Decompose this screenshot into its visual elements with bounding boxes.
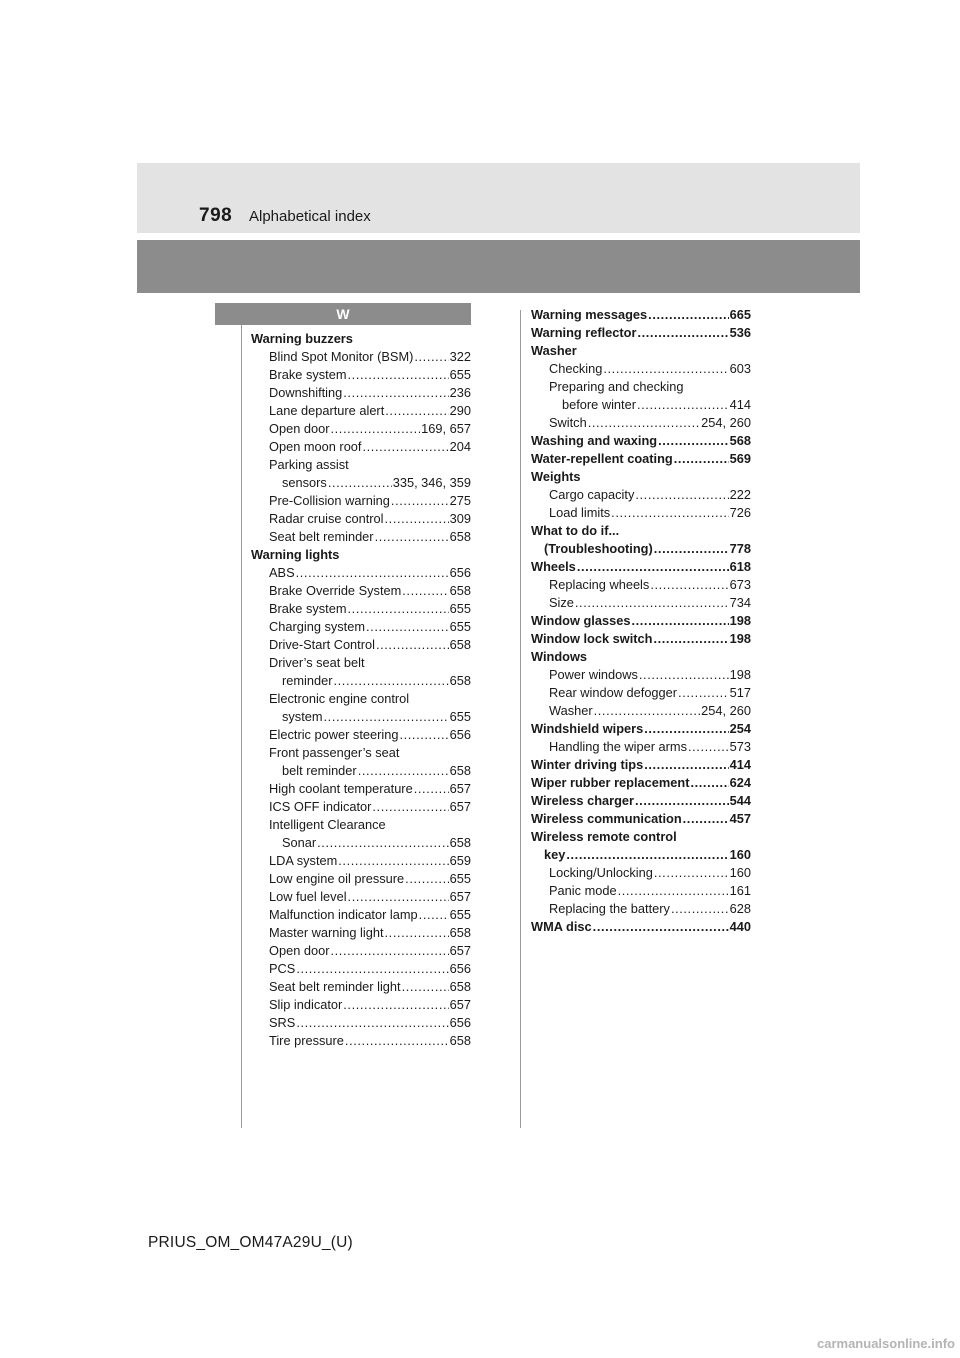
dot-leader <box>688 738 729 756</box>
index-entry <box>531 378 751 396</box>
page-reference: 254 <box>729 721 751 736</box>
page-reference: 659 <box>449 853 471 868</box>
index-entry <box>251 672 471 690</box>
dot-leader <box>385 924 449 942</box>
index-entry <box>251 942 471 960</box>
entry-term: Brake Override System <box>269 583 402 598</box>
dot-leader <box>654 540 729 558</box>
page-reference: 655 <box>449 907 471 922</box>
entry-term: Parking assist <box>269 457 349 472</box>
entry-term: sensors <box>282 475 327 490</box>
index-entry <box>531 360 751 378</box>
entry-term: Blind Spot Monitor (BSM) <box>269 349 414 364</box>
page-reference: 658 <box>449 637 471 652</box>
page-reference: 658 <box>449 835 471 850</box>
page-reference: 658 <box>449 763 471 778</box>
index-entry-heading <box>531 792 751 810</box>
dot-leader <box>639 666 729 684</box>
index-entry <box>251 690 471 708</box>
entry-term: Locking/Unlocking <box>549 865 653 880</box>
index-entry <box>251 978 471 996</box>
page-reference: 658 <box>449 979 471 994</box>
page-reference: 655 <box>449 871 471 886</box>
dot-leader <box>296 960 448 978</box>
entry-term: Brake system <box>269 601 347 616</box>
dot-leader <box>402 582 448 600</box>
index-entry <box>531 882 751 900</box>
entry-term: Power windows <box>549 667 638 682</box>
index-entry <box>251 852 471 870</box>
column-divider-middle <box>520 310 521 1128</box>
page-reference: 778 <box>729 541 751 556</box>
entry-term: Master warning light <box>269 925 384 940</box>
entry-term: Front passenger’s seat <box>269 745 400 760</box>
page-reference: 568 <box>729 433 751 448</box>
page-reference: 618 <box>729 559 751 574</box>
dot-leader <box>603 360 728 378</box>
page-reference: 169, 657 <box>421 421 471 436</box>
entry-term: Wireless communication <box>531 811 682 826</box>
dot-leader <box>348 888 449 906</box>
index-entry <box>251 654 471 672</box>
index-entry <box>251 348 471 366</box>
letter-heading: W <box>215 303 471 325</box>
entry-term: Intelligent Clearance <box>269 817 386 832</box>
dot-leader <box>391 492 449 510</box>
dot-leader <box>690 774 728 792</box>
header-band <box>137 163 860 233</box>
page-reference: 573 <box>729 739 751 754</box>
entry-term: Switch <box>549 415 587 430</box>
entry-term: SRS <box>269 1015 296 1030</box>
entry-term: Low fuel level <box>269 889 347 904</box>
dot-leader <box>348 600 449 618</box>
entry-term: Tire pressure <box>269 1033 344 1048</box>
dot-leader <box>375 528 449 546</box>
dot-leader <box>631 612 728 630</box>
index-entry <box>251 492 471 510</box>
entry-term: Window glasses <box>531 613 631 628</box>
page-reference: 624 <box>729 775 751 790</box>
page-reference: 658 <box>449 529 471 544</box>
index-entry <box>251 510 471 528</box>
entry-term: Replacing wheels <box>549 577 650 592</box>
entry-term: Checking <box>549 361 603 376</box>
index-entry <box>531 702 751 720</box>
page-reference: 726 <box>729 505 751 520</box>
index-entry <box>251 420 471 438</box>
entry-term: ABS <box>269 565 295 580</box>
index-entry-heading <box>531 540 751 558</box>
entry-term: Panic mode <box>549 883 617 898</box>
index-entry-heading <box>531 342 751 360</box>
entry-term: Preparing and checking <box>549 379 684 394</box>
page-reference: 440 <box>729 919 751 934</box>
page-reference: 657 <box>449 799 471 814</box>
dot-leader <box>296 564 449 582</box>
page-reference: 656 <box>449 565 471 580</box>
index-entry-heading <box>531 720 751 738</box>
dot-leader <box>644 720 728 738</box>
index-entry-heading <box>531 774 751 792</box>
entry-term: Cargo capacity <box>549 487 635 502</box>
page-reference: 335, 346, 359 <box>392 475 471 490</box>
page-reference: 290 <box>449 403 471 418</box>
dot-leader <box>330 420 420 438</box>
dot-leader <box>328 474 392 492</box>
page-reference: 254, 260 <box>701 415 751 430</box>
dot-leader <box>419 906 449 924</box>
index-entry <box>251 564 471 582</box>
page-reference: 414 <box>729 757 751 772</box>
dot-leader <box>348 366 449 384</box>
entry-term: Open door <box>269 421 330 436</box>
index-entry <box>531 414 751 432</box>
index-entry <box>251 996 471 1014</box>
index-entry <box>251 618 471 636</box>
entry-term: Weights <box>531 469 581 484</box>
entry-term: Sonar <box>282 835 317 850</box>
page-reference: 655 <box>449 619 471 634</box>
index-entry <box>251 1032 471 1050</box>
page-reference: 734 <box>729 595 751 610</box>
dot-leader <box>611 504 728 522</box>
dot-leader <box>650 576 728 594</box>
page-reference: 658 <box>449 925 471 940</box>
dot-leader <box>376 636 449 654</box>
index-entry <box>531 486 751 504</box>
index-entry-heading <box>531 756 751 774</box>
index-entry-heading <box>531 828 751 846</box>
entry-term: (Troubleshooting) <box>544 541 653 556</box>
dot-leader <box>399 726 448 744</box>
entry-term: reminder <box>282 673 333 688</box>
page-reference: 657 <box>449 889 471 904</box>
page-reference: 204 <box>449 439 471 454</box>
index-entry-heading <box>531 558 751 576</box>
dot-leader <box>658 432 729 450</box>
page-reference: 569 <box>729 451 751 466</box>
dot-leader <box>648 306 728 324</box>
index-entry <box>531 576 751 594</box>
page-reference: 160 <box>729 865 751 880</box>
page-reference: 198 <box>729 631 751 646</box>
entry-term: Seat belt reminder <box>269 529 374 544</box>
page-reference: 161 <box>729 883 751 898</box>
dot-leader <box>362 438 448 456</box>
dot-leader <box>358 762 449 780</box>
index-entry-heading <box>531 648 751 666</box>
dot-leader <box>317 834 448 852</box>
index-entry <box>251 726 471 744</box>
page-reference: 322 <box>449 349 471 364</box>
dot-leader <box>372 798 448 816</box>
entry-term: key <box>544 847 566 862</box>
entry-term: Electronic engine control <box>269 691 410 706</box>
index-entry <box>251 474 471 492</box>
entry-term: Malfunction indicator lamp <box>269 907 418 922</box>
dot-leader <box>414 348 448 366</box>
index-entry <box>531 684 751 702</box>
dot-leader <box>577 558 729 576</box>
dot-leader <box>575 594 729 612</box>
index-entry <box>531 666 751 684</box>
dot-leader <box>385 402 448 420</box>
dot-leader <box>678 684 729 702</box>
page-reference: 673 <box>729 577 751 592</box>
dot-leader <box>674 450 729 468</box>
dot-leader <box>343 384 448 402</box>
entry-term: Open moon roof <box>269 439 362 454</box>
dot-leader <box>594 702 701 720</box>
entry-term: Wiper rubber replacement <box>531 775 690 790</box>
index-entry <box>251 762 471 780</box>
index-entry-heading <box>531 522 751 540</box>
dot-leader <box>366 618 449 636</box>
index-entry <box>251 960 471 978</box>
entry-term: What to do if... <box>531 523 620 538</box>
entry-term: Wireless remote control <box>531 829 677 844</box>
page-reference: 414 <box>729 397 751 412</box>
page-reference: 655 <box>449 367 471 382</box>
index-entry <box>251 870 471 888</box>
dot-leader <box>402 978 449 996</box>
page-reference: 536 <box>729 325 751 340</box>
index-entry <box>251 924 471 942</box>
header-dark-band <box>137 240 860 293</box>
entry-term: Warning lights <box>251 547 340 562</box>
page-reference: 658 <box>449 673 471 688</box>
index-entry-heading <box>251 330 471 348</box>
page-reference: 656 <box>449 961 471 976</box>
page-reference: 656 <box>449 727 471 742</box>
page-reference: 655 <box>449 709 471 724</box>
index-entry-heading <box>531 306 751 324</box>
page-reference: 309 <box>449 511 471 526</box>
index-entry <box>251 402 471 420</box>
index-entry-heading <box>531 612 751 630</box>
index-entry <box>251 384 471 402</box>
index-entry <box>531 900 751 918</box>
page-reference: 236 <box>449 385 471 400</box>
index-entry <box>251 438 471 456</box>
dot-leader <box>338 852 448 870</box>
entry-term: Driver’s seat belt <box>269 655 365 670</box>
entry-term: Windshield wipers <box>531 721 644 736</box>
index-entry <box>531 594 751 612</box>
page-number: 798 <box>199 205 233 226</box>
dot-leader <box>414 780 449 798</box>
index-entry-heading <box>531 630 751 648</box>
entry-term: Windows <box>531 649 588 664</box>
index-entry <box>251 1014 471 1032</box>
page-reference: 657 <box>449 943 471 958</box>
document-code: PRIUS_OM_OM47A29U_(U) <box>148 1234 353 1251</box>
page-reference: 657 <box>449 781 471 796</box>
dot-leader <box>618 882 729 900</box>
entry-term: Radar cruise control <box>269 511 384 526</box>
entry-term: Water-repellent coating <box>531 451 673 466</box>
entry-term: Drive-Start Control <box>269 637 375 652</box>
entry-term: Warning buzzers <box>251 331 353 346</box>
entry-term: system <box>282 709 323 724</box>
page-reference: 160 <box>729 847 751 862</box>
index-entry-heading <box>531 918 751 936</box>
page-reference: 658 <box>449 1033 471 1048</box>
entry-term: Washing and waxing <box>531 433 658 448</box>
index-entry <box>251 636 471 654</box>
index-entry <box>251 528 471 546</box>
entry-term: belt reminder <box>282 763 357 778</box>
dot-leader <box>334 672 449 690</box>
index-entry-heading <box>531 810 751 828</box>
index-entry <box>251 798 471 816</box>
entry-term: Winter driving tips <box>531 757 644 772</box>
dot-leader <box>593 918 729 936</box>
index-entry-heading <box>531 450 751 468</box>
page-reference: 222 <box>729 487 751 502</box>
entry-term: High coolant temperature <box>269 781 413 796</box>
index-column-left <box>251 330 471 1050</box>
page-reference: 603 <box>729 361 751 376</box>
page-reference: 544 <box>729 793 751 808</box>
entry-term: ICS OFF indicator <box>269 799 372 814</box>
page-reference: 198 <box>729 667 751 682</box>
entry-term: Warning reflector <box>531 325 637 340</box>
dot-leader <box>671 900 729 918</box>
page-reference: 655 <box>449 601 471 616</box>
entry-term: Lane departure alert <box>269 403 385 418</box>
index-entry <box>251 582 471 600</box>
dot-leader <box>637 324 728 342</box>
entry-term: Washer <box>531 343 577 358</box>
page-reference: 658 <box>449 583 471 598</box>
dot-leader <box>635 792 729 810</box>
page-reference: 657 <box>449 997 471 1012</box>
dot-leader <box>566 846 728 864</box>
index-entry <box>531 504 751 522</box>
index-entry-heading <box>531 324 751 342</box>
entry-term: Wheels <box>531 559 576 574</box>
entry-term: Open door <box>269 943 330 958</box>
entry-term: Wireless charger <box>531 793 635 808</box>
entry-term: WMA disc <box>531 919 592 934</box>
dot-leader <box>330 942 448 960</box>
page-reference: 457 <box>729 811 751 826</box>
page-reference: 665 <box>729 307 751 322</box>
entry-term: Rear window defogger <box>549 685 678 700</box>
entry-term: Warning messages <box>531 307 648 322</box>
dot-leader <box>635 486 728 504</box>
index-entry <box>251 888 471 906</box>
dot-leader <box>385 510 449 528</box>
page-reference: 517 <box>729 685 751 700</box>
column-divider-left <box>241 310 242 1128</box>
watermark: carmanualsonline.info <box>817 1336 955 1351</box>
index-entry <box>251 780 471 798</box>
index-entry-heading <box>531 432 751 450</box>
dot-leader <box>637 396 729 414</box>
dot-leader <box>343 996 448 1014</box>
entry-term: Charging system <box>269 619 366 634</box>
index-entry <box>251 708 471 726</box>
index-column-right <box>531 306 751 936</box>
dot-leader <box>345 1032 449 1050</box>
entry-term: Washer <box>549 703 593 718</box>
index-entry-heading <box>251 546 471 564</box>
page-reference: 656 <box>449 1015 471 1030</box>
index-entry <box>251 744 471 762</box>
dot-leader <box>653 630 728 648</box>
entry-term: Handling the wiper arms <box>549 739 687 754</box>
dot-leader <box>588 414 700 432</box>
index-entry <box>531 864 751 882</box>
entry-term: LDA system <box>269 853 338 868</box>
page-reference: 198 <box>729 613 751 628</box>
page-reference: 254, 260 <box>701 703 751 718</box>
entry-term: Load limits <box>549 505 611 520</box>
dot-leader <box>324 708 449 726</box>
index-entry <box>531 396 751 414</box>
entry-term: Pre-Collision warning <box>269 493 390 508</box>
index-entry <box>251 456 471 474</box>
entry-term: Window lock switch <box>531 631 653 646</box>
index-entry-heading <box>531 846 751 864</box>
entry-term: Low engine oil pressure <box>269 871 405 886</box>
index-entry <box>251 816 471 834</box>
dot-leader <box>644 756 728 774</box>
entry-term: Replacing the battery <box>549 901 670 916</box>
index-entry-heading <box>531 468 751 486</box>
index-entry <box>251 834 471 852</box>
dot-leader <box>683 810 729 828</box>
entry-term: before winter <box>562 397 636 412</box>
entry-term: PCS <box>269 961 296 976</box>
index-entry <box>251 906 471 924</box>
entry-term: Electric power steering <box>269 727 399 742</box>
section-title: Alphabetical index <box>249 208 371 225</box>
entry-term: Downshifting <box>269 385 343 400</box>
index-entry <box>251 600 471 618</box>
entry-term: Slip indicator <box>269 997 343 1012</box>
index-entry <box>531 738 751 756</box>
page-reference: 275 <box>449 493 471 508</box>
entry-term: Seat belt reminder light <box>269 979 401 994</box>
dot-leader <box>405 870 448 888</box>
index-entry <box>251 366 471 384</box>
page-reference: 628 <box>729 901 751 916</box>
entry-term: Size <box>549 595 574 610</box>
dot-leader <box>654 864 729 882</box>
dot-leader <box>296 1014 448 1032</box>
entry-term: Brake system <box>269 367 347 382</box>
